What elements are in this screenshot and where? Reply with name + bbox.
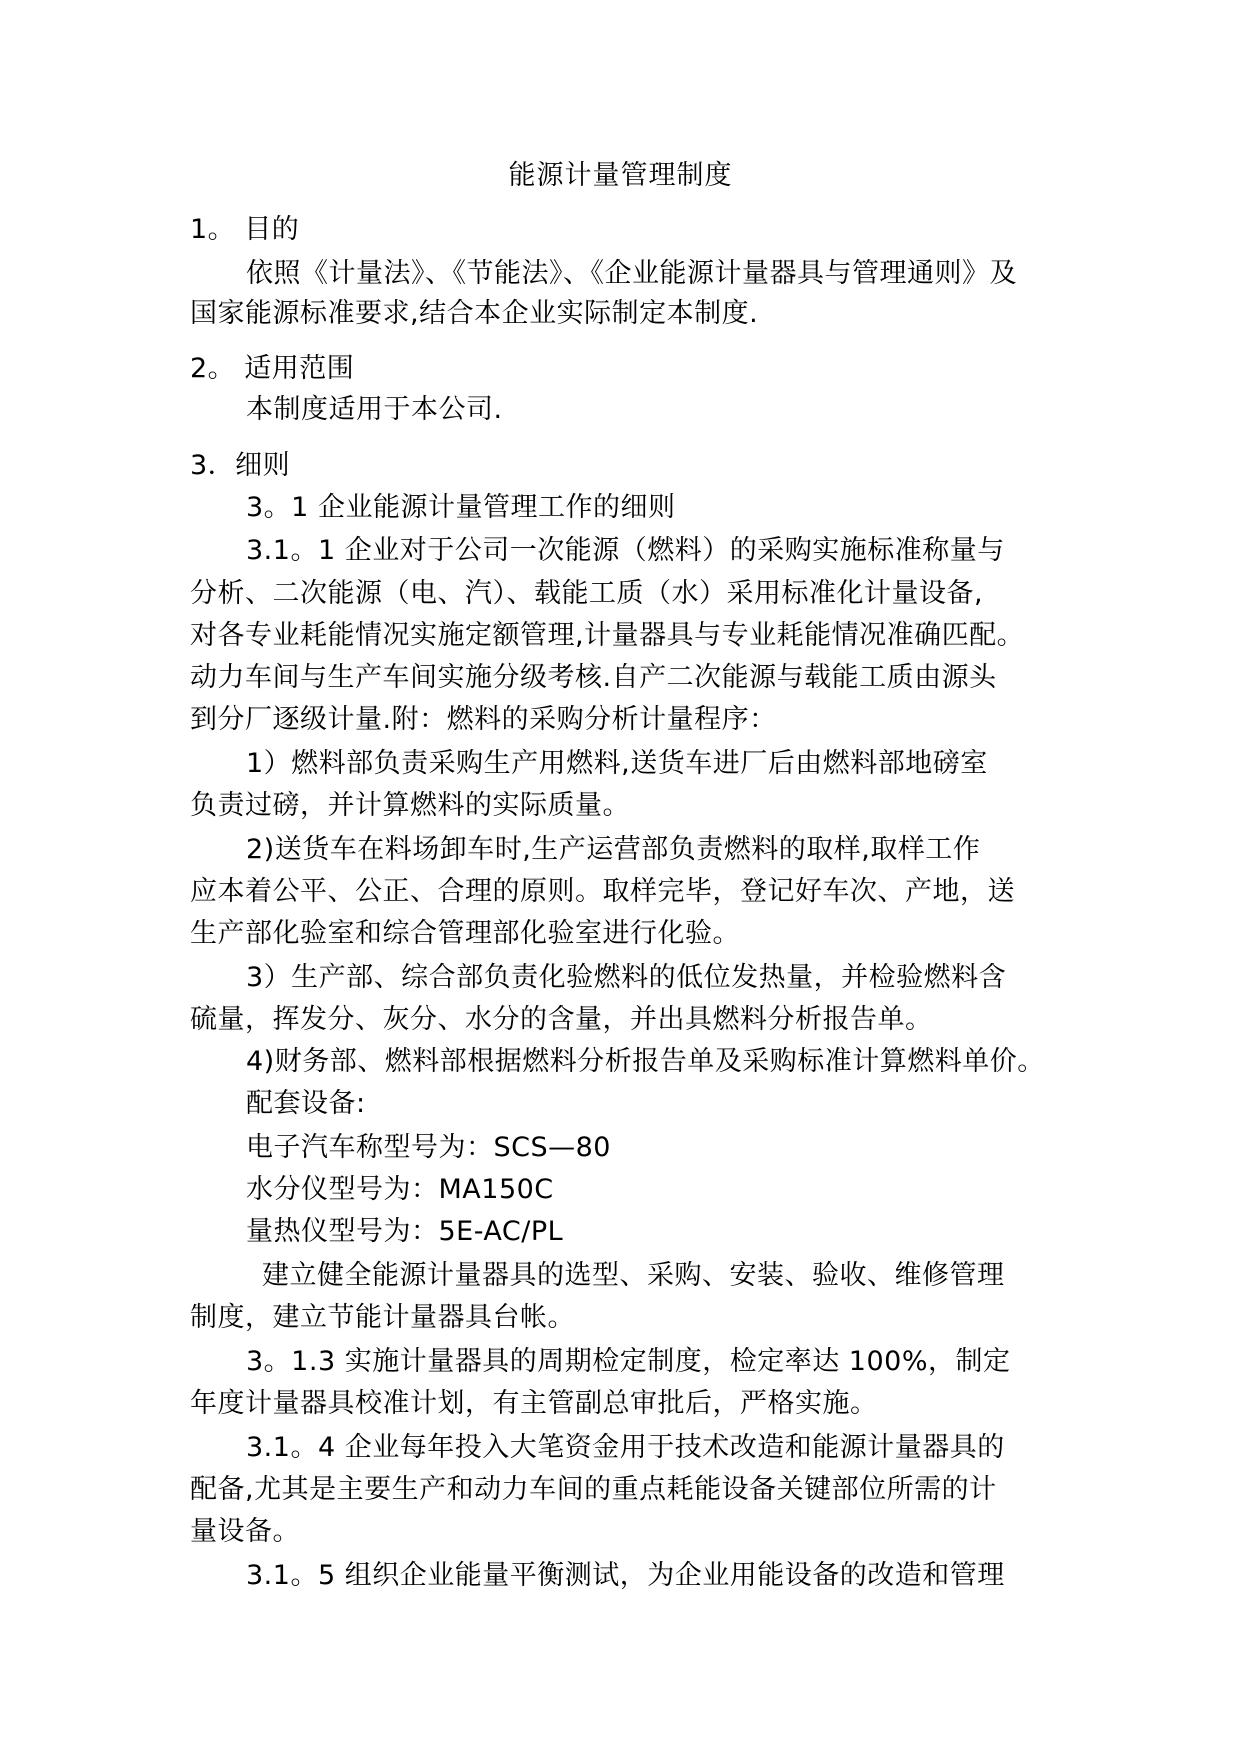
equipment-heading: 配套设备: [246,1088,366,1119]
list-item: 4)财务部、燃料部根据燃料分析报告单及采购标准计算燃料单价。 [246,1046,1045,1077]
subsection-paragraph: 3.1。5 组织企业能量平衡测试，为企业用能设备的改造和管理 [246,1560,1005,1591]
paragraph-line: 建立健全能源计量器具的选型、采购、安装、验收、维修管理 [262,1260,1005,1291]
section-2-heading: 2。 适用范围 [190,353,355,384]
paragraph-line: 配备,尤其是主要生产和动力车间的重点耗能设备关键部位所需的计 [190,1474,997,1505]
section-1-heading: 1。 目的 [190,214,300,245]
paragraph-line: 依照《计量法》、《节能法》、《企业能源计量器具与管理通则》及 [246,258,1017,289]
list-item: 3）生产部、综合部负责化验燃料的低位发热量，并检验燃料含 [246,962,1007,993]
paragraph-line: 本制度适用于本公司. [246,394,503,425]
list-item: 1）燃料部负责采购生产用燃料,送货车进厂后由燃料部地磅室 [246,748,988,779]
section-3-heading: 3．细则 [190,450,291,481]
paragraph-line: 对各专业耗能情况实施定额管理,计量器具与专业耗能情况准确匹配。 [190,620,1025,651]
paragraph-line: 到分厂逐级计量.附：燃料的采购分析计量程序： [190,704,777,735]
paragraph-line: 硫量，挥发分、灰分、水分的含量，并出具燃料分析报告单。 [190,1004,933,1035]
equipment-item: 量热仪型号为：5E-AC/PL [246,1216,564,1247]
subsection-paragraph: 3。1.3 实施计量器具的周期检定制度，检定率达 100%，制定 [246,1346,1011,1377]
equipment-item: 水分仪型号为：MA150C [246,1174,554,1205]
paragraph-line: 负责过磅，并计算燃料的实际质量。 [190,790,630,821]
paragraph-line: 制度，建立节能计量器具台帐。 [190,1302,575,1333]
subsection-heading: 3。1 企业能源计量管理工作的细则 [246,492,676,523]
paragraph-line: 动力车间与生产车间实施分级考核.自产二次能源与载能工质由源头 [190,662,997,693]
subsection-paragraph: 3.1。4 企业每年投入大笔资金用于技术改造和能源计量器具的 [246,1432,1005,1463]
paragraph-line: 应本着公平、公正、合理的原则。取样完毕，登记好车次、产地，送 [190,876,1015,907]
paragraph-line: 年度计量器具校准计划，有主管副总审批后，严格实施。 [190,1388,878,1419]
paragraph-line: 分析、二次能源（电、汽）、载能工质（水）采用标准化计量设备, [190,578,984,609]
equipment-item: 电子汽车称型号为：SCS—80 [246,1132,611,1163]
paragraph-line: 量设备。 [190,1516,300,1547]
list-item: 2)送货车在料场卸车时,生产运营部负责燃料的取样,取样工作 [246,834,981,865]
document-title: 能源计量管理制度 [508,160,733,191]
paragraph-line: 3.1。1 企业对于公司一次能源（燃料）的采购实施标准称量与 [246,535,1005,566]
paragraph-line: 国家能源标准要求,结合本企业实际制定本制度. [190,298,759,329]
paragraph-line: 生产部化验室和综合管理部化验室进行化验。 [190,918,740,949]
